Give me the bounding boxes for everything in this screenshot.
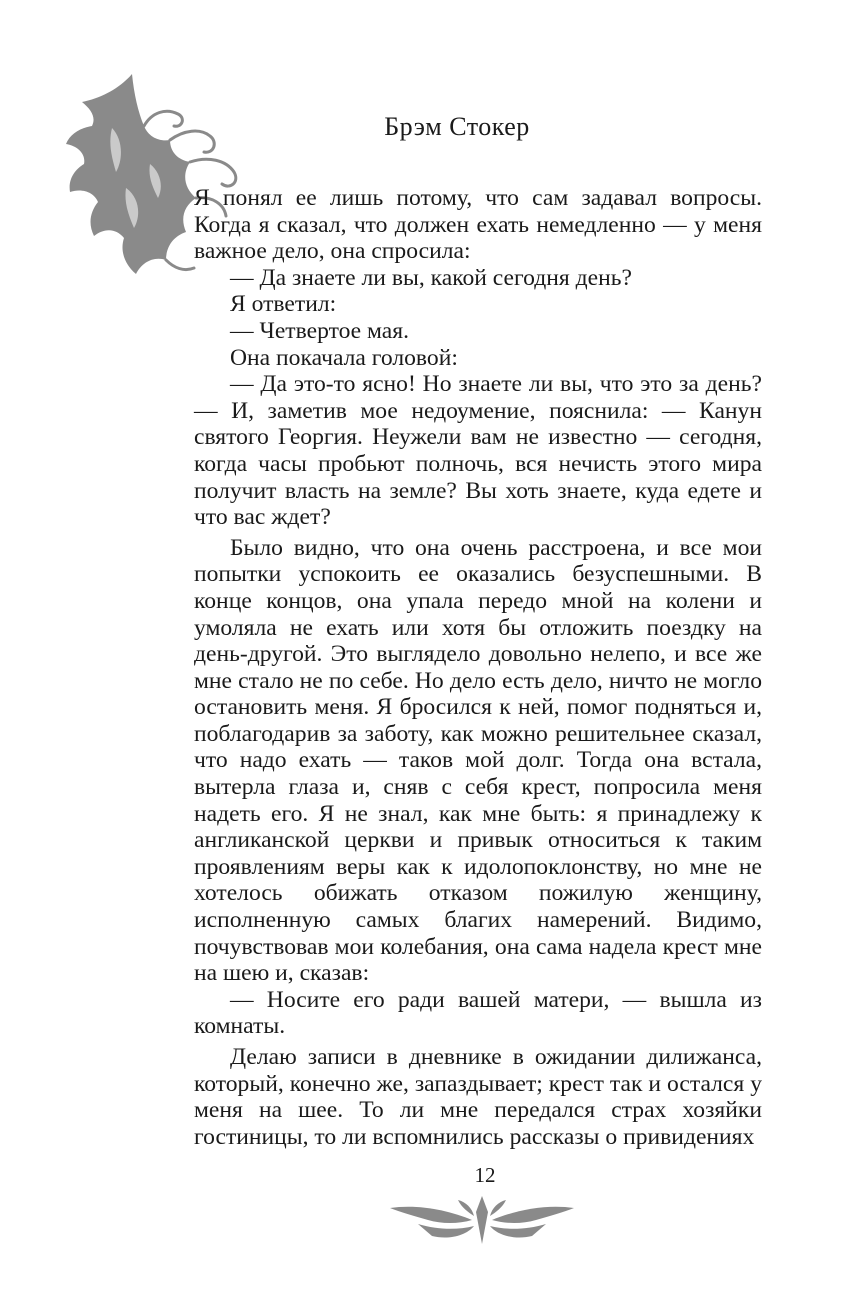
- running-title: Брэм Стокер: [384, 112, 530, 141]
- paragraph-9: Делаю записи в дневнике в ожидании дилижанса, который, конечно же, запаздывает; крест так и остался у меня на шее. То ли мне передался страх хозяйки гостиницы, то ли вспомнились рассказы о привидениях: [194, 1044, 762, 1150]
- paragraph-1: Я понял ее лишь потому, что сам задавал вопросы. Когда я сказал, что должен ехать немедленно — у меня важное дело, она спросила:: [194, 185, 762, 265]
- running-head: [0, 112, 844, 142]
- paragraph-7: Было видно, что она очень расстроена, и все мои попытки успокоить ее оказались безуспешными. В конце концов, она упала передо мной на колени и умоляла не ехать или хотя бы отложить поездку на день-другой. Это выглядело довольно нелепо, и все же мне стало не по себе. Но дело есть дело, ничто не могло остановить меня. Я бросился к ней, помог подняться и, поблагодарив за заботу, как можно решительнее сказал, что надо ехать — таков мой долг. Тогда она встала, вытерла глаза и, сняв с себя крест, попросила меня надеть его. Я не знал, как мне быть: я принадлежу к англиканской церкви и привык относиться к таким проявлениям веры как к идолопоклонству, но мне не хотелось обижать отказом пожилую женщину, исполненную самых благих намерений. Видимо, почувствовав мои колебания, она сама надела крест мне на шею и, сказав:: [194, 534, 762, 987]
- paragraph-8: — Носите его ради вашей матери, — вышла из комнаты.: [194, 986, 762, 1040]
- paragraph-5: Она покачала головой:: [230, 344, 458, 371]
- body-text: [194, 185, 762, 1150]
- folio: [0, 1163, 844, 1188]
- page-number: 12: [474, 1163, 496, 1187]
- paragraph-3: Я ответил:: [230, 291, 337, 318]
- paragraph-2: — Да знаете ли вы, какой сегодня день?: [230, 264, 632, 291]
- paragraph-4: — Четвертое мая.: [230, 317, 410, 344]
- tribal-flourish-icon: [388, 1190, 576, 1250]
- paragraph-6: — Да это-то ясно! Но знаете ли вы, что это за день? — И, заметив мое недоумение, пояснила: — Канун святого Георгия. Неужели вам не известно — сегодня, когда часы пробьют полночь, вся нечисть этого мира получит власть на земле? Вы хоть знаете, куда едете и что вас ждет?: [194, 371, 762, 531]
